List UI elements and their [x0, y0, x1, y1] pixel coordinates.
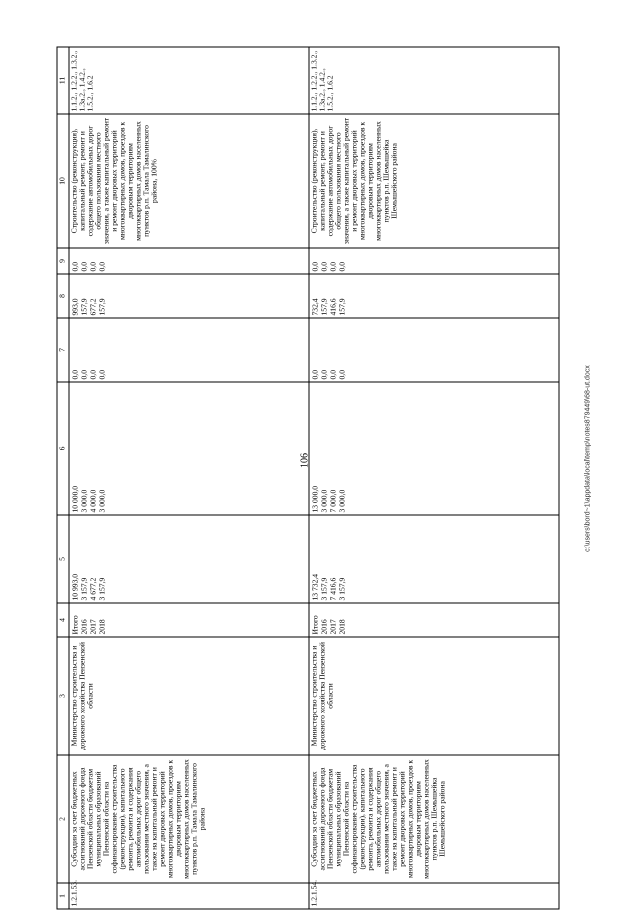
col7-cell: 0,0 0,0 0,0 0,0 — [309, 318, 559, 382]
header-cell: 8 — [57, 274, 69, 318]
executor: Министерство строительства и дорожного хозяйства Пензенской области — [309, 637, 559, 755]
page-number: 106 — [299, 453, 311, 468]
years-cell: Итого 2016 2017 2018 — [69, 603, 309, 637]
col8-cell: 732,4 157,9 416,6 157,9 — [309, 274, 559, 318]
years-cell: Итого 2016 2017 2018 — [309, 603, 559, 637]
header-cell: 5 — [57, 515, 69, 603]
header-cell: 1 — [57, 883, 69, 909]
header-cell: 6 — [57, 382, 69, 515]
program-table — [57, 47, 560, 910]
header-cell: 9 — [57, 248, 69, 274]
col7-cell: 0,0 0,0 0,0 0,0 — [69, 318, 309, 382]
header-row — [57, 47, 69, 909]
expected-result: Строительство (реконструкция), капитальный ремонт, ремонт и содержание автомобильных дорог общего пользования местного значения, а также капитальный ремонт и ремонт дворовых территорий многоквартирных домов, проездов к дворовым территориям многоквартирных домов населенных пунктов р.п. Тамала Тамалинского района, 100% — [69, 114, 309, 248]
header-cell: 7 — [57, 318, 69, 382]
indicators: 1.1.2., 1.2.2., 1.3.2., 1.3a.2., 1.4.2., 1.5.2., 1.6.2 — [69, 47, 309, 114]
table-row — [309, 47, 559, 909]
col6-cell: 10 000,0 3 000,0 4 000,0 3 000,0 — [69, 382, 309, 515]
table-row — [69, 47, 309, 909]
col9-cell: 0,0 0,0 0,0 0,0 — [69, 248, 309, 274]
col8-cell: 993,0 157,9 677,2 157,9 — [69, 274, 309, 318]
indicators: 1.1.2., 1.2.2., 1.3.2., 1.3a.2., 1.4.2., 1.5.2., 1.6.2 — [309, 47, 559, 114]
measure-description: Субсидии за счет бюджетных ассигнований дорожного фонда Пензенской области бюджетам муниципальных образований Пензенской области на софинансирование строительства (реконструкции), капитального ремонта, ремонта и содержания автомобильных дорог общего пользования местного значения, а также на капитальный ремонт и ремонт дворовых территорий многоквартирных домов, проездов к дворовым территориям многоквартирных домов населенных пунктов р.п. Шемышейка Шемышейского района — [309, 755, 559, 883]
rotated-table-holder — [57, 48, 574, 910]
expected-result: Строительство (реконструкция), капитальный ремонт, ремонт и содержание автомобильных дорог общего пользования местного значения, а также капитальный ремонт и ремонт дворовых территорий многоквартирных домов, проездов к дворовым территориям многоквартирных домов населенных пунктов р.п. Шемышейка Шемышейского района — [309, 114, 559, 248]
row-number: 1.2.1.54. — [309, 883, 559, 909]
total-cell: 13 732,4 3 157,9 7 416,6 3 157,9 — [309, 515, 559, 603]
executor: Министерство строительства и дорожного хозяйства Пензенской области — [69, 637, 309, 755]
header-cell: 3 — [57, 637, 69, 755]
measure-description: Субсидии за счет бюджетных ассигнований дорожного фонда Пензенской области бюджетам муниципальных образований Пензенской области на софинансирование строительства (реконструкции), капитального ремонта, ремонта и содержания автомобильных дорог общего пользования местного значения, а также на капитальный ремонт и ремонт дворовых территорий многоквартирных домов, проездов к дворовым территориям многоквартирных домов населенных пунктов р.п. Тамала Тамалинского района — [69, 755, 309, 883]
header-cell: 10 — [57, 114, 69, 248]
col6-cell: 13 000,0 3 000,0 7 000,0 3 000,0 — [309, 382, 559, 515]
header-cell: 2 — [57, 755, 69, 883]
col9-cell: 0,0 0,0 0,0 0,0 — [309, 248, 559, 274]
header-cell: 4 — [57, 603, 69, 637]
row-number: 1.2.1.53. — [69, 883, 309, 909]
total-cell: 10 993,0 3 157,9 4 677,2 3 157,9 — [69, 515, 309, 603]
file-path-footer: c:\users\bord~1\appdata\local\temp\notes879449\68-ut.docx — [584, 365, 592, 552]
header-cell: 11 — [57, 47, 69, 114]
